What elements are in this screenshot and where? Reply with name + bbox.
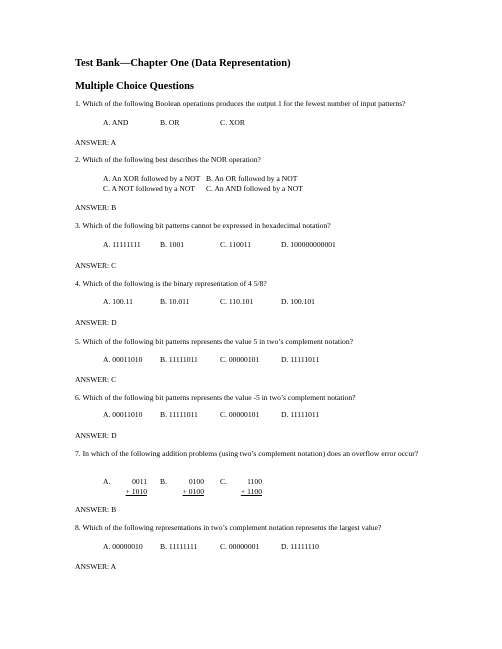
question-8 xyxy=(75,523,381,533)
answer-7: ANSWER: B xyxy=(75,505,117,514)
answer-6: ANSWER: D xyxy=(75,431,117,440)
choice-c-top: 1100 xyxy=(247,477,262,486)
choice-c-sum xyxy=(232,477,262,497)
choice-a: A. An XOR followed by a NOT xyxy=(103,174,201,183)
choice-c: C. 00000101 xyxy=(220,355,260,364)
question-text: 7. In which of the following addition problems (using two’s complement notation) does an overflow error occur? xyxy=(75,449,419,458)
choice-b-label: B. xyxy=(160,477,167,486)
choice-c: C. A NOT followed by a NOT xyxy=(103,184,196,193)
choice-c: C. 00000101 xyxy=(220,410,260,419)
choice-b: B. 10.011 xyxy=(160,297,190,306)
choice-d: D. 11111110 xyxy=(281,542,319,551)
choice-a: A. 100.11 xyxy=(103,297,133,306)
choice-b: B. An OR followed by a NOT xyxy=(206,174,298,183)
choice-b: B. 11111011 xyxy=(160,410,198,419)
question-1 xyxy=(75,99,406,109)
question-text: 2. Which of the following best describes the NOR operation? xyxy=(75,155,261,164)
question-3 xyxy=(75,221,331,231)
section-heading: Multiple Choice Questions xyxy=(75,81,195,92)
answer-3: ANSWER: C xyxy=(75,261,117,270)
choice-c-bottom: + 1100 xyxy=(240,487,262,496)
choice-c: C. 110011 xyxy=(220,240,252,249)
choice-b: B. 11111111 xyxy=(160,542,198,551)
choice-a: A. 11111111 xyxy=(103,240,141,249)
choice-b: B. 11111011 xyxy=(160,355,198,364)
choice-a-label: A. xyxy=(103,477,111,486)
question-text: 1. Which of the following Boolean operations produces the output 1 for the fewest number of input patterns? xyxy=(75,99,406,108)
choice-d: D. 100.101 xyxy=(281,297,315,306)
choice-b-sum xyxy=(174,477,204,497)
choice-a: A. AND xyxy=(103,118,129,127)
choice-d: D. 11111011 xyxy=(281,355,320,364)
choice-b: B. 1001 xyxy=(160,240,185,249)
choice-a-top: 0011 xyxy=(132,477,147,486)
choice-d: D. 11111011 xyxy=(281,410,320,419)
choice-b: B. OR xyxy=(160,118,180,127)
choice-c: C. XOR xyxy=(220,118,245,127)
question-text: 4. Which of the following is the binary representation of 4 5/8? xyxy=(75,279,267,288)
choice-b-top: 0100 xyxy=(188,477,204,486)
question-7 xyxy=(75,449,435,459)
choice-b-bottom: + 0100 xyxy=(182,487,204,496)
choice-a: A. 00000010 xyxy=(103,542,143,551)
answer-1: ANSWER: A xyxy=(75,138,117,147)
choice-c: C. 00000001 xyxy=(220,542,260,551)
question-2 xyxy=(75,155,261,165)
answer-5: ANSWER: C xyxy=(75,375,117,384)
question-text: 5. Which of the following bit patterns represents the value 5 in two’s complement notation? xyxy=(75,337,354,346)
question-text: 8. Which of the following representations in two’s complement notation represents the largest value? xyxy=(75,523,382,532)
answer-8: ANSWER: A xyxy=(75,562,117,571)
choice-d: C. An AND followed by a NOT xyxy=(206,184,303,193)
choice-a-sum xyxy=(117,477,147,497)
question-6 xyxy=(75,393,356,403)
choice-a: A. 00011010 xyxy=(103,410,143,419)
choice-a: A. 00011010 xyxy=(103,355,143,364)
choice-d: D. 100000000001 xyxy=(281,240,336,249)
question-text: 6. Which of the following bit patterns represents the value -5 in two’s complement notation? xyxy=(75,393,356,402)
question-5 xyxy=(75,337,353,347)
question-4 xyxy=(75,279,267,289)
choice-c: C. 110.101 xyxy=(220,297,254,306)
page-title: Test Bank—Chapter One (Data Representation) xyxy=(75,58,291,69)
answer-4: ANSWER: D xyxy=(75,318,117,327)
answer-2: ANSWER: B xyxy=(75,203,117,212)
question-text: 3. Which of the following bit patterns cannot be expressed in hexadecimal notation? xyxy=(75,221,331,230)
choice-c-label: C. xyxy=(220,477,227,486)
choice-a-bottom: + 1010 xyxy=(125,487,147,496)
